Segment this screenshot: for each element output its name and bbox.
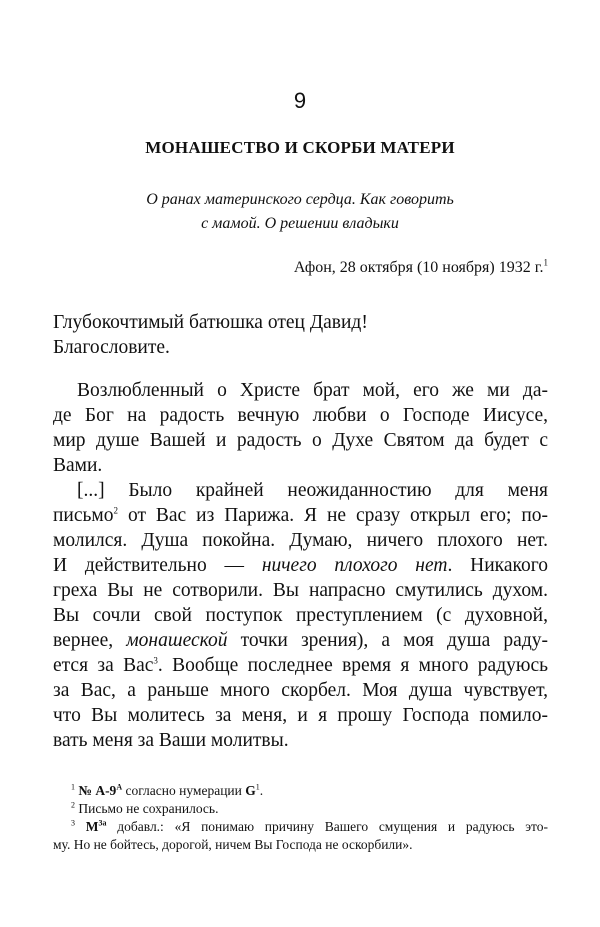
text-span: точки зрения), а моя душа раду- xyxy=(227,630,548,651)
salutation-line-2: Благословите. xyxy=(53,337,170,358)
footnote-source-sup: 3a xyxy=(98,818,107,828)
footnote-prefix-sup: А xyxy=(116,782,123,792)
footnote-text: согласно нумерации xyxy=(122,783,246,798)
paragraph-2-line xyxy=(53,503,548,528)
emphasis-text: монашеской xyxy=(126,630,228,651)
paragraph-2-line xyxy=(53,653,548,678)
footnote-marker: 1 xyxy=(71,782,75,792)
dateline-text: Афон, 28 октября (10 ноября) 1932 г. xyxy=(293,259,544,276)
footnote-ref-2: 2 xyxy=(113,505,119,516)
paragraph-2-line xyxy=(53,553,548,578)
text-span: от Вас из Парижа. Я не сразу открыл его; по- xyxy=(118,505,548,526)
footnote-ref-3: 3 xyxy=(153,655,158,666)
paragraph-2-line: Вы сочли свой поступок преступлением (с духовной, xyxy=(53,605,548,626)
footnote-2 xyxy=(71,800,548,818)
paragraph-2-line: за Вас, а раньше много скорбел. Моя душа чувствует, xyxy=(53,680,548,701)
chapter-subtitle xyxy=(100,188,500,236)
paragraph-2-line xyxy=(53,628,548,653)
salutation-line-1: Глубокочтимый батюшка отец Давид! xyxy=(53,312,368,333)
footnote-1 xyxy=(71,782,548,800)
footnote-3 xyxy=(71,818,548,836)
paragraph-2-line: [...] Было крайней неожиданностию для меня xyxy=(77,480,548,501)
footnote-source-ref: M xyxy=(85,819,99,834)
page-number: 9 xyxy=(293,88,307,113)
chapter-title: МОНАШЕСТВО И СКОРБИ МАТЕРИ xyxy=(145,138,455,157)
footnote-suffix: . xyxy=(259,783,264,798)
paragraph-1-line: де Бог на радость вечную любви о Господе Иисусе, xyxy=(53,405,548,426)
footnote-marker: 2 xyxy=(71,800,75,810)
footnote-3-continued: му. Но не бойтесь, дорогой, ничем Вы Господа не оскорбили». xyxy=(53,837,413,852)
footnote-source-ref: G xyxy=(245,783,256,798)
emphasis-text: ничего плохого нет xyxy=(261,555,448,576)
paragraph-1-line: мир душе Вашей и радость о Духе Святом да будет с xyxy=(53,430,548,451)
footnote-prefix: № А-9 xyxy=(78,783,117,798)
text-span: . Вообще последнее время я много радуюсь xyxy=(157,655,548,676)
paragraph-1-line: Вами. xyxy=(53,455,103,476)
paragraph-1-line: Возлюбленный о Христе брат мой, его же ми да- xyxy=(77,380,548,401)
footnote-ref-1: 1 xyxy=(543,257,548,268)
subtitle-line-1: О ранах материнского сердца. Как говорить xyxy=(146,191,454,208)
paragraph-2-line: вать меня за Ваши молитвы. xyxy=(53,730,289,751)
text-span: ется за Вас xyxy=(53,655,154,676)
paragraph-2-line: греха Вы не сотворили. Вы напрасно смутились духом. xyxy=(53,580,548,601)
footnote-text: Письмо не сохранилось. xyxy=(78,801,219,816)
paragraph-2-line: молился. Душа покойна. Думаю, ничего плохого нет. xyxy=(53,530,548,551)
text-span: вернее, xyxy=(53,630,127,651)
text-span: И действительно — xyxy=(53,555,262,576)
subtitle-line-2: с мамой. О решении владыки xyxy=(201,215,399,232)
text-span: письмо xyxy=(53,505,114,526)
footnote-marker: 3 xyxy=(71,818,75,828)
footnote-source-sup: 1 xyxy=(255,782,260,792)
footnote-text: добавл.: «Я понимаю причину Вашего смущения и радуюсь это- xyxy=(106,819,549,834)
dateline xyxy=(294,257,548,279)
text-span: . Никакого xyxy=(447,555,548,576)
paragraph-2-line: что Вы молитесь за меня, и я прошу Господа помило- xyxy=(53,705,548,726)
